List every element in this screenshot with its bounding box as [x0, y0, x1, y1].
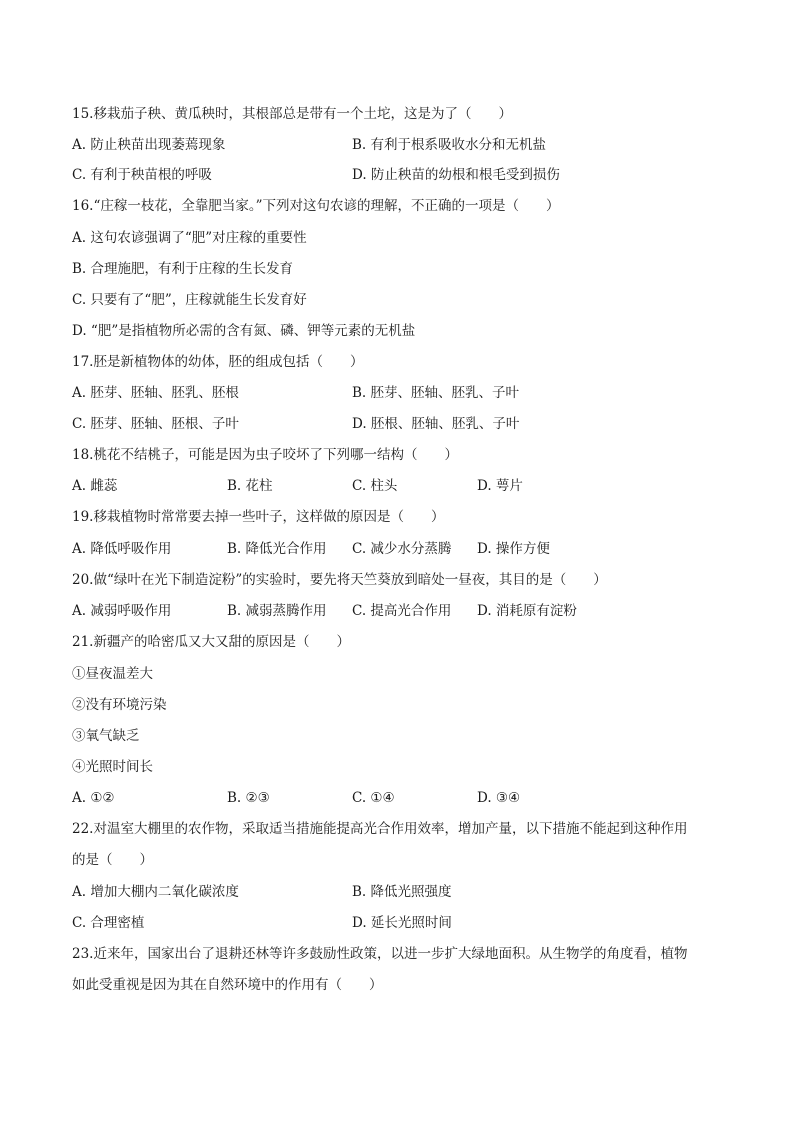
option-c: C. 只要有了“肥”，庄稼就能生长发育好: [72, 292, 307, 308]
option-b: B. 降低光合作用: [227, 541, 327, 557]
option-b: B. 降低光照强度: [352, 884, 452, 900]
question-22-stem: 22.对温室大棚里的农作物，采取适当措施能提高光合作用效率，增加产量，以下措施不能起到这种作用: [72, 821, 688, 837]
option-c: C. ①④: [352, 790, 395, 806]
question-15-stem: 15.移栽茄子秧、黄瓜秧时，其根部总是带有一个土坨，这是为了（ ）: [72, 106, 512, 122]
question-17-stem: 17.胚是新植物体的幼体，胚的组成包括（ ）: [72, 354, 364, 370]
option-b: B. ②③: [227, 790, 270, 806]
option-a: A. 减弱呼吸作用: [72, 603, 172, 619]
question-22-options-row2: [72, 913, 452, 933]
option-b: B. 胚芽、胚轴、胚乳、子叶: [352, 385, 520, 401]
question-17-options-row1: [72, 383, 520, 403]
question-17-options-row2: [72, 414, 520, 434]
question-15-options-row1: [72, 135, 547, 155]
option-d: D. 操作方便: [477, 541, 550, 557]
question-18-stem: 18.桃花不结桃子，可能是因为虫子咬坏了下列哪一结构（ ）: [72, 447, 458, 463]
question-18-options: [72, 476, 523, 496]
option-c: C. 减少水分蒸腾: [352, 541, 452, 557]
option-c: C. 合理密植: [72, 915, 145, 931]
option-a: A. 胚芽、胚轴、胚乳、胚根: [72, 385, 239, 401]
option-b: B. 有利于根系吸收水分和无机盐: [352, 137, 547, 153]
option-d: D. 萼片: [477, 478, 523, 494]
option-d: D. “肥”是指植物所必需的含有氮、磷、钾等元素的无机盐: [72, 323, 416, 339]
statement-1: ①昼夜温差大: [72, 666, 153, 682]
option-a: A. 降低呼吸作用: [72, 541, 172, 557]
question-20-options: [72, 601, 577, 621]
option-d: D. 防止秧苗的幼根和根毛受到损伤: [352, 167, 560, 183]
option-d: D. 胚根、胚轴、胚乳、子叶: [352, 416, 520, 432]
question-22-stem-cont: 的是（ ）: [72, 852, 153, 868]
option-d: D. 消耗原有淀粉: [477, 603, 577, 619]
option-b: B. 合理施肥，有利于庄稼的生长发育: [72, 261, 294, 277]
question-19-options: [72, 539, 550, 559]
option-a: A. 增加大棚内二氧化碳浓度: [72, 884, 239, 900]
statement-4: ④光照时间长: [72, 759, 153, 775]
question-21-options: [72, 788, 521, 808]
question-23-stem-cont: 如此受重视是因为其在自然环境中的作用有（ ）: [72, 977, 383, 993]
option-c: C. 有利于秧苗根的呼吸: [72, 167, 212, 183]
question-22-options-row1: [72, 882, 452, 902]
statement-3: ③氧气缺乏: [72, 728, 140, 744]
option-a: A. 雌蕊: [72, 478, 118, 494]
option-b: B. 花柱: [227, 478, 273, 494]
question-21-stem: 21.新疆产的哈密瓜又大又甜的原因是（ ）: [72, 634, 350, 650]
option-c: C. 胚芽、胚轴、胚根、子叶: [72, 416, 239, 432]
option-c: C. 提高光合作用: [352, 603, 452, 619]
question-15-options-row2: [72, 165, 560, 185]
question-16-stem: 16.“庄稼一枝花，全靠肥当家。”下列对这句农谚的理解，不正确的一项是（ ）: [72, 198, 560, 214]
statement-2: ②没有环境污染: [72, 697, 167, 713]
option-a: A. ①②: [72, 790, 115, 806]
question-20-stem: 20.做“绿叶在光下制造淀粉”的实验时，要先将天竺葵放到暗处一昼夜，其目的是（ ）: [72, 572, 607, 588]
option-c: C. 柱头: [352, 478, 398, 494]
option-b: B. 减弱蒸腾作用: [227, 603, 327, 619]
option-d: D. 延长光照时间: [352, 915, 452, 931]
option-d: D. ③④: [477, 790, 521, 806]
option-a: A. 这句农谚强调了“肥”对庄稼的重要性: [72, 230, 307, 246]
option-a: A. 防止秧苗出现萎蔫现象: [72, 137, 226, 153]
question-23-stem: 23.近来年，国家出台了退耕还林等许多鼓励性政策，以进一步扩大绿地面积。从生物学的角度看，植物: [72, 946, 688, 962]
question-19-stem: 19.移栽植物时常常要去掉一些叶子，这样做的原因是（ ）: [72, 509, 445, 525]
